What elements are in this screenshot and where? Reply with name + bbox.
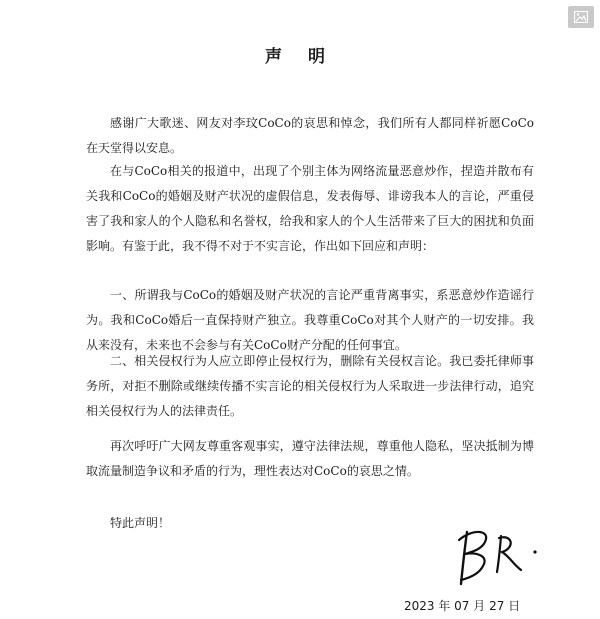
statement-date: 2023 年 07 月 27 日 xyxy=(404,599,521,613)
paragraph-background: 在与CoCo相关的报道中，出现了个别主体为网络流量恶意炒作，捏造并散布有关我和CoCo的婚姻及财产状况的虚假信息，发表侮辱、诽谤我本人的言论，严重侵害了我和家人的个人隐私和名誉权，给我和家人的个人生活带来了巨大的困扰和负面影响。有鉴于此，我不得不对于不实言论，作出如下回应和声明： xyxy=(86,164,534,253)
signature-icon xyxy=(455,526,545,588)
paragraph-appeal: 再次呼吁广大网友尊重客观事实，遵守法律法规，尊重他人隐私，坚决抵制为博取流量制造争议和矛盾的行为，理性表达对CoCo的哀思之情。 xyxy=(86,439,534,478)
page-title: 声 明 xyxy=(265,47,335,67)
paragraph-point-one: 一、所谓我与CoCo的婚姻及财产状况的言论严重背离事实，系恶意炒作造谣行为。我和CoCo婚后一直保持财产独立。我尊重CoCo对其个人财产的一切安排。我从来没有，未来也不会参与有关CoCo财产分配的任何事宜。 xyxy=(86,288,534,352)
paragraph-thanks: 感谢广大歌迷、网友对李玟CoCo的哀思和悼念，我们所有人都同样祈愿CoCo在天堂得以安息。 xyxy=(86,116,534,155)
paragraph-closing: 特此声明！ xyxy=(110,516,171,530)
image-icon xyxy=(574,11,588,23)
paragraph-point-two: 二、相关侵权行为人应立即停止侵权行为，删除有关侵权言论。我已委托律师事务所，对拒不删除或继续传播不实言论的相关侵权行为人采取进一步法律行动，追究相关侵权行为人的法律责任。 xyxy=(86,354,534,418)
image-view-button[interactable] xyxy=(568,6,594,28)
